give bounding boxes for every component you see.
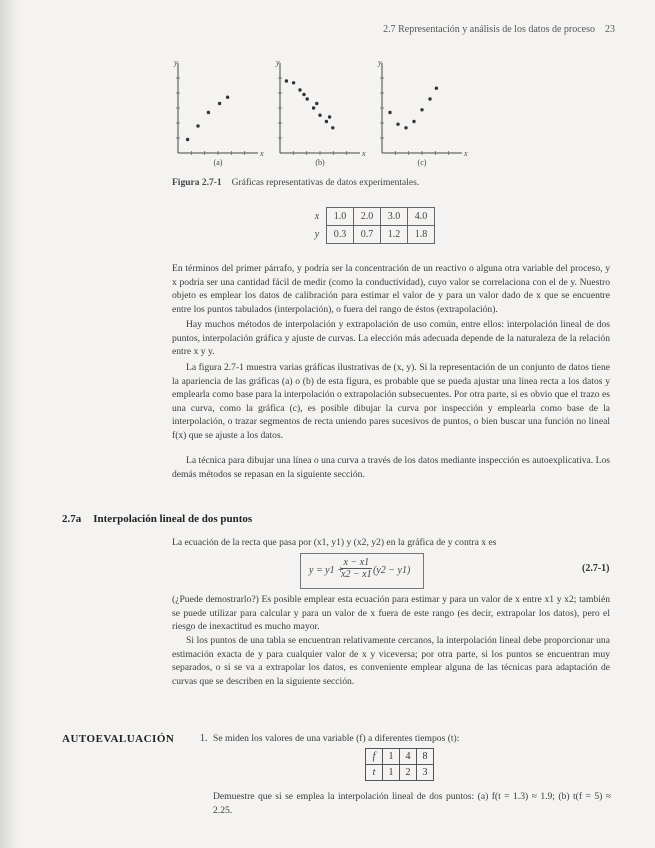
panel-label: (c) — [417, 158, 427, 167]
page-number: 23 — [605, 24, 615, 35]
equation-2-7-1 — [300, 553, 424, 589]
running-header — [340, 24, 615, 35]
data-point — [292, 81, 295, 84]
section-intro: La ecuación de la recta que pasa por (x1, y1) y (x2, y2) en la gráfica de y contra x es — [172, 537, 497, 548]
y-axis-label: y — [276, 58, 280, 67]
section-title: Interpolación lineal de dos puntos — [93, 513, 253, 525]
equation-lhs: y = y1 + — [309, 565, 344, 576]
data-point — [318, 114, 321, 117]
data-point — [186, 138, 189, 141]
data-point — [325, 120, 328, 123]
data-point — [218, 102, 221, 105]
data-point — [285, 79, 288, 82]
equation-numerator: x − x1 — [341, 557, 372, 569]
data-point — [331, 126, 334, 129]
data-point — [404, 126, 407, 129]
row-label-f: f — [366, 749, 383, 765]
y-axis-label: y — [174, 58, 178, 67]
table-cell: 0.7 — [354, 226, 381, 244]
paragraph-1: En términos del primer párrafo, y podría ser la concentración de un reactivo o alguna otra variable del proceso, y x podría ser una cantidad fácil de medir (como la conductividad), cuyo valor se correlaciona con el de y. Nuestro objeto es emplear los datos de calibración para estimar el valor de y para un valor dado de x que se encuentre entre los puntos tabulados (interpolación), o fuera del rango de éstos (extrapolación). — [172, 263, 610, 315]
data-point — [226, 96, 229, 99]
paragraph-6: Si los puntos de una tabla se encuentran relativamente cercanos, la interpolación lineal debe proporcionar una estimación exacta de y para cualquier valor de x y viceversa; por otra parte, si los puntos se encuentran muy separados, o si se va a extrapolar los datos, es conveniente emplear alguna de las técnicas para adaptación de curvas que se describen en la siguiente sección. — [172, 635, 610, 687]
table-cell: 1.8 — [408, 226, 435, 244]
header-section-title: 2.7 Representación y análisis de los datos de proceso — [383, 24, 595, 35]
question-number: 1. — [200, 733, 208, 744]
x-axis-label: x — [464, 149, 468, 158]
calibration-table — [308, 207, 435, 244]
table-cell: 1 — [383, 749, 400, 765]
equation-fraction — [341, 557, 372, 580]
figure-plots — [160, 55, 468, 170]
equation-denominator: x2 − x1 — [341, 569, 372, 580]
section-number: 2.7a — [62, 513, 82, 525]
table-cell: 1.0 — [327, 208, 354, 226]
y-axis-label: y — [378, 58, 382, 67]
data-point — [196, 124, 199, 127]
table-cell: 3.0 — [381, 208, 408, 226]
row-label-y: y — [308, 226, 327, 244]
data-point — [306, 97, 309, 100]
data-point — [298, 88, 301, 91]
question-followup: Demuestre que si se emplea la interpolación lineal de dos puntos: (a) f(t = 1.3) ≈ 1.9; (b) t(f = 5) ≈ 2.25. — [213, 791, 611, 816]
page-edge-shadow — [0, 0, 22, 848]
section-heading — [62, 513, 264, 525]
panel-label: (b) — [315, 158, 325, 167]
table-cell: 4 — [400, 749, 417, 765]
question-text: Se miden los valores de una variable (f) a diferentes tiempos (t): — [213, 733, 460, 744]
data-point — [207, 111, 210, 114]
data-point — [328, 115, 331, 118]
paragraph-3: La figura 2.7-1 muestra varias gráficas ilustrativas de (x, y). Si la representación de un conjunto de datos tiene la apariencia de las gráficas (a) o (b) de esta figura, es probable que se pueda ajustar una línea recta a los datos y emplearla como base para la interpolación o extrapolación subsecuentes. Por otra parte, si es obvio que el trazo es una curva, como la gráfica (c), es posible dibujar la curva por inspección y emplearla como base de la interpolación, o trazar segmentos de recta uniendo pares sucesivos de puntos, o bien buscar una función no lineal f(x) que se ajuste a los datos. — [172, 362, 610, 441]
data-point — [420, 108, 423, 111]
table-row-t — [366, 765, 434, 781]
data-point — [302, 93, 305, 96]
data-point — [388, 111, 391, 114]
x-axis-label: x — [260, 149, 264, 158]
table-cell: 1.2 — [381, 226, 408, 244]
self-test-table — [365, 748, 434, 781]
row-label-x: x — [308, 208, 327, 226]
x-axis-label: x — [362, 149, 366, 158]
caption-label: Figura 2.7-1 — [172, 178, 222, 188]
equation-rest: (y2 − y1) — [373, 565, 411, 576]
data-point — [396, 123, 399, 126]
panel-label: (a) — [213, 158, 223, 167]
paragraph-2: Hay muchos métodos de interpolación y extrapolación de uso común, entre ellos: interpolación lineal de dos puntos, interpolación gráfica y ajuste de curvas. La elección más adecuada depende de la naturaleza de la relación entre x y y. — [172, 319, 610, 357]
data-point — [315, 102, 318, 105]
data-point — [435, 87, 438, 90]
data-point — [312, 106, 315, 109]
equation-number: (2.7-1) — [582, 563, 610, 574]
table-cell: 3 — [417, 765, 434, 781]
table-row-f — [366, 749, 434, 765]
table-row-y — [308, 226, 435, 244]
table-cell: 1 — [383, 765, 400, 781]
self-test-heading: AUTOEVALUACIÓN — [62, 733, 175, 745]
table-cell: 0.3 — [327, 226, 354, 244]
paragraph-5: (¿Puede demostrarlo?) Es posible emplear esta ecuación para estimar y para un valor de x entre x1 y x2; también se puede utilizar para calcular y para un valor de x fuera de este rango (es decir, extrapolar los datos), pero el riesgo de inexactitud es mucho mayor. — [172, 594, 610, 632]
table-cell: 2.0 — [354, 208, 381, 226]
paragraph-4: La técnica para dibujar una línea o una curva a través de los datos mediante inspección es autoexplicativa. Los demás métodos se repasan en la siguiente sección. — [172, 455, 610, 480]
table-cell: 4.0 — [408, 208, 435, 226]
data-point — [412, 120, 415, 123]
table-row-x — [308, 208, 435, 226]
table-cell: 2 — [400, 765, 417, 781]
table-cell: 8 — [417, 749, 434, 765]
row-label-t: t — [366, 765, 383, 781]
figure-caption — [172, 178, 419, 188]
caption-text: Gráficas representativas de datos experimentales. — [231, 178, 420, 188]
data-point — [428, 97, 431, 100]
